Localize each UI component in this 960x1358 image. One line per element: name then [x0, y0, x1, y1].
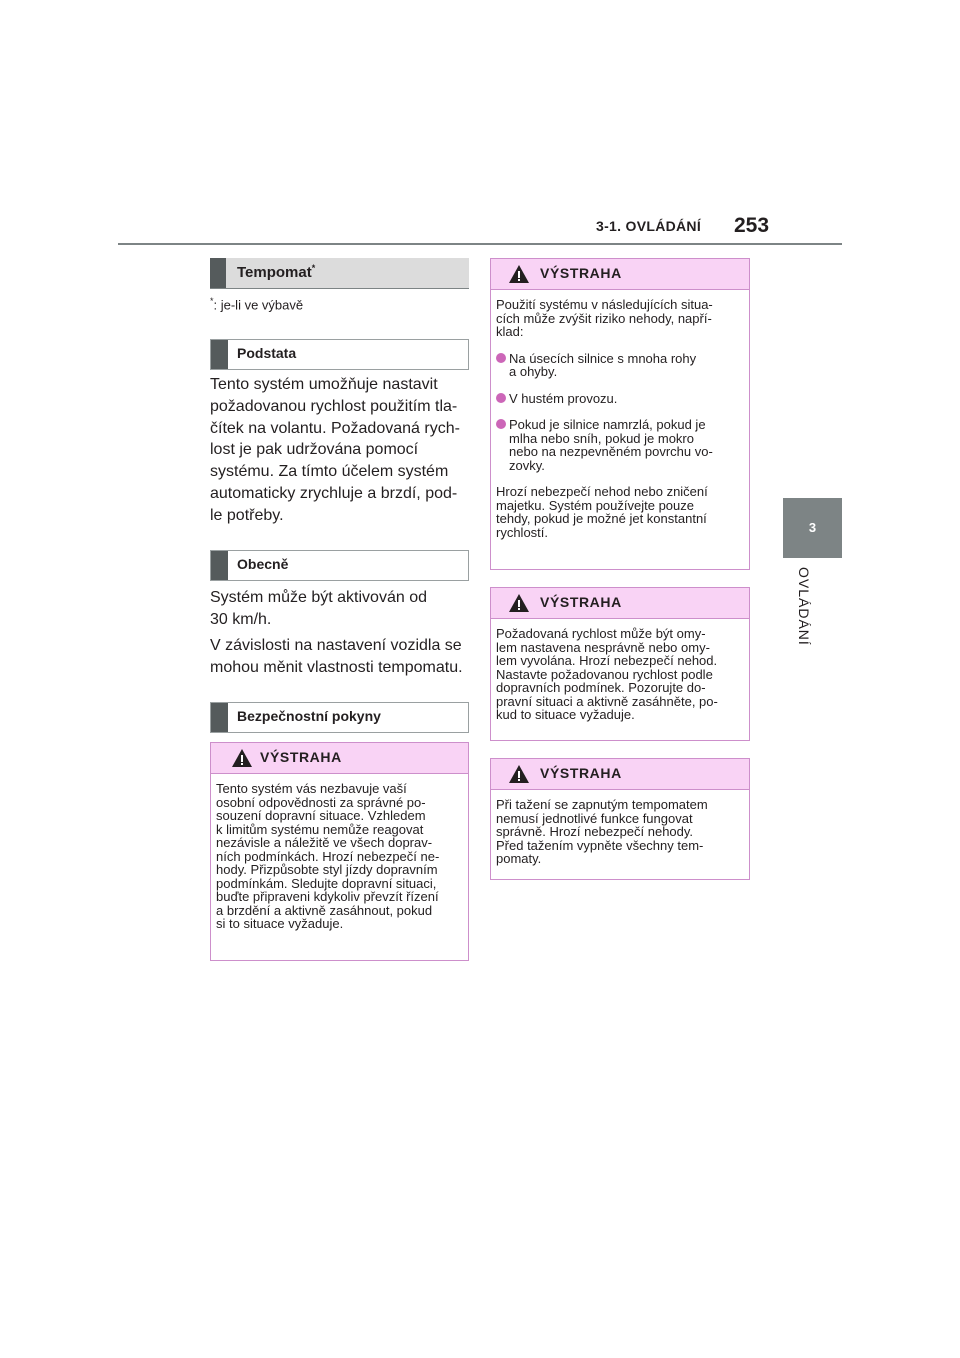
text-line: zovky.: [509, 457, 545, 473]
text-line: Pokud je silnice namrzlá, pokud je: [509, 417, 706, 432]
text-line: rychlostí.: [496, 524, 549, 540]
section-heading: Bezpečnostní pokyny: [237, 708, 381, 724]
text-line: Systém může být aktivován od: [210, 589, 427, 606]
bullet-dot-icon: [496, 393, 506, 403]
title-text: [237, 263, 315, 281]
title-bar-mark: [210, 258, 226, 288]
warning-triangle-icon: [231, 748, 253, 768]
text-line: Na úsecích silnice s mnoha rohy: [509, 350, 697, 366]
text-line: čítek na volantu. Požadovaná rych-: [210, 419, 460, 437]
section-bar-obecne: [210, 550, 469, 581]
warning-box-left: [210, 742, 469, 961]
title-asterisk: *: [311, 263, 316, 273]
bullet-dot-icon: [496, 419, 506, 429]
warning-header: [211, 743, 468, 774]
text-line: cích může zvýšit riziko nehody, napří-: [496, 310, 712, 326]
footnote-mark: *: [210, 296, 214, 306]
text-line: pomaty.: [496, 851, 542, 866]
section-bar-mark: [211, 551, 228, 580]
chapter-label: OVLÁDÁNÍ: [796, 567, 812, 646]
warning-body: [491, 619, 749, 722]
warning-triangle-icon: [508, 593, 530, 613]
text-line: požadovanou rychlost použitím tla-: [210, 397, 458, 415]
text-line: Požadovaná rychlost může být omy-: [496, 626, 706, 641]
warning-header: [491, 259, 749, 290]
warning-box-right-2: [490, 587, 750, 741]
text-line: le potřeby.: [210, 506, 284, 524]
bullet-dot-icon: [496, 353, 506, 363]
warning-body: [211, 774, 468, 931]
paragraph-obecne-2: [210, 635, 472, 679]
section-heading: Podstata: [237, 345, 297, 361]
text-line: ních podmínkách. Hrozí nebezpečí ne-: [216, 848, 440, 864]
text-line: Před tažením vypněte všechny tem-: [496, 837, 704, 853]
bullet-item: [496, 352, 744, 379]
text-line: kud to situace vyžaduje.: [496, 707, 635, 722]
warning-title: VÝSTRAHA: [260, 749, 342, 765]
warning-header: [491, 759, 749, 790]
chapter-tab: 3: [783, 498, 842, 558]
text-line: lost je pak udržována pomocí: [210, 441, 419, 459]
warning-box-right-1: [490, 258, 750, 570]
text-line: Použití systému v následujících situa-: [496, 297, 713, 312]
warning-body: [491, 790, 749, 866]
warning-outro: [496, 485, 744, 539]
text-line: lem nastavena nesprávně nebo omy-: [496, 639, 710, 655]
warning-title: VÝSTRAHA: [540, 594, 622, 610]
footnote: [210, 296, 303, 312]
text-line: osobní odpovědnosti za správné po-: [216, 794, 426, 810]
bullet-item: [496, 392, 744, 406]
warning-title: VÝSTRAHA: [540, 765, 622, 781]
title-bar-tempomat: [210, 258, 469, 289]
text-line: dopravních podmínek. Pozorujte do-: [496, 680, 706, 695]
warning-title: VÝSTRAHA: [540, 265, 622, 281]
text-line: tehdy, pokud je možné jet konstantní: [496, 511, 707, 526]
text-line: Hrozí nebezpečí nehod nebo zničení: [496, 484, 708, 499]
text-line: správně. Hrozí nebezpečí nehody.: [496, 824, 694, 839]
text-line: V hustém provozu.: [509, 390, 618, 406]
page-number: 253: [734, 214, 770, 237]
text-line: mohou měnit vlastnosti tempomatu.: [210, 658, 463, 676]
warning-triangle-icon: [508, 764, 530, 784]
header-rule: [118, 243, 842, 245]
header-section-title: 3-1. OVLÁDÁNÍ: [596, 218, 702, 234]
section-bar-podstata: [210, 339, 469, 370]
warning-triangle-icon: [508, 264, 530, 284]
section-bar-bezpecnostni-pokyny: [210, 702, 469, 733]
warning-body: [491, 290, 749, 539]
text-line: k limitům systému nemůže reagovat: [216, 821, 424, 837]
paragraph-podstata: [210, 374, 472, 527]
text-line: systému. Za tímto účelem systém: [210, 463, 449, 481]
text-line: hody. Přizpůsobte styl jízdy dopravním: [216, 862, 438, 877]
text-line: nezávisle a náležitě ve všech doprav-: [216, 835, 433, 850]
text-line: klad:: [496, 324, 524, 339]
paragraph-obecne-1: [210, 587, 472, 631]
text-line: automaticky zrychluje a brzdí, pod-: [210, 484, 458, 502]
text-line: Při tažení se zapnutým tempomatem: [496, 797, 708, 812]
text-line: a brzdění a aktivně zasáhnout, pokud: [216, 902, 433, 918]
text-line: Nastavte požadovanou rychlost podle: [496, 666, 713, 682]
text-line: Tento systém umožňuje nastavit: [210, 376, 438, 393]
section-bar-mark: [211, 340, 228, 369]
text-line: nebo na nezpevněném povrchu vo-: [509, 444, 713, 459]
title-label: Tempomat: [237, 264, 312, 281]
text-line: Tento systém vás nezbavuje vaší: [216, 781, 407, 796]
text-line: pravní situaci a aktivně zasáhněte, po-: [496, 693, 718, 709]
text-line: a ohyby.: [509, 364, 558, 379]
text-line: V závislosti na nastavení vozidla se: [210, 637, 462, 654]
text-line: si to situace vyžaduje.: [216, 916, 344, 931]
text-line: mlha nebo sníh, pokud je mokro: [509, 430, 694, 446]
footnote-text: : je-li ve výbavě: [213, 297, 304, 313]
text-line: lem vyvolána. Hrozí nebezpečí nehod.: [496, 653, 718, 668]
text-line: souzení dopravní situace. Vzhledem: [216, 808, 426, 823]
text-line: podmínkám. Sledujte dopravní situaci,: [216, 875, 437, 891]
section-bar-mark: [211, 703, 228, 732]
text-line: buďte připraveni kdykoliv převzít řízení: [216, 889, 439, 904]
bullet-item: [496, 418, 744, 472]
section-heading: Obecně: [237, 556, 289, 572]
warning-header: [491, 588, 749, 619]
text-line: nemusí jednotlivé funkce fungovat: [496, 810, 693, 826]
text-line: 30 km/h.: [210, 610, 272, 628]
warning-box-right-3: [490, 758, 750, 880]
text-line: majetku. Systém používejte pouze: [496, 497, 694, 513]
